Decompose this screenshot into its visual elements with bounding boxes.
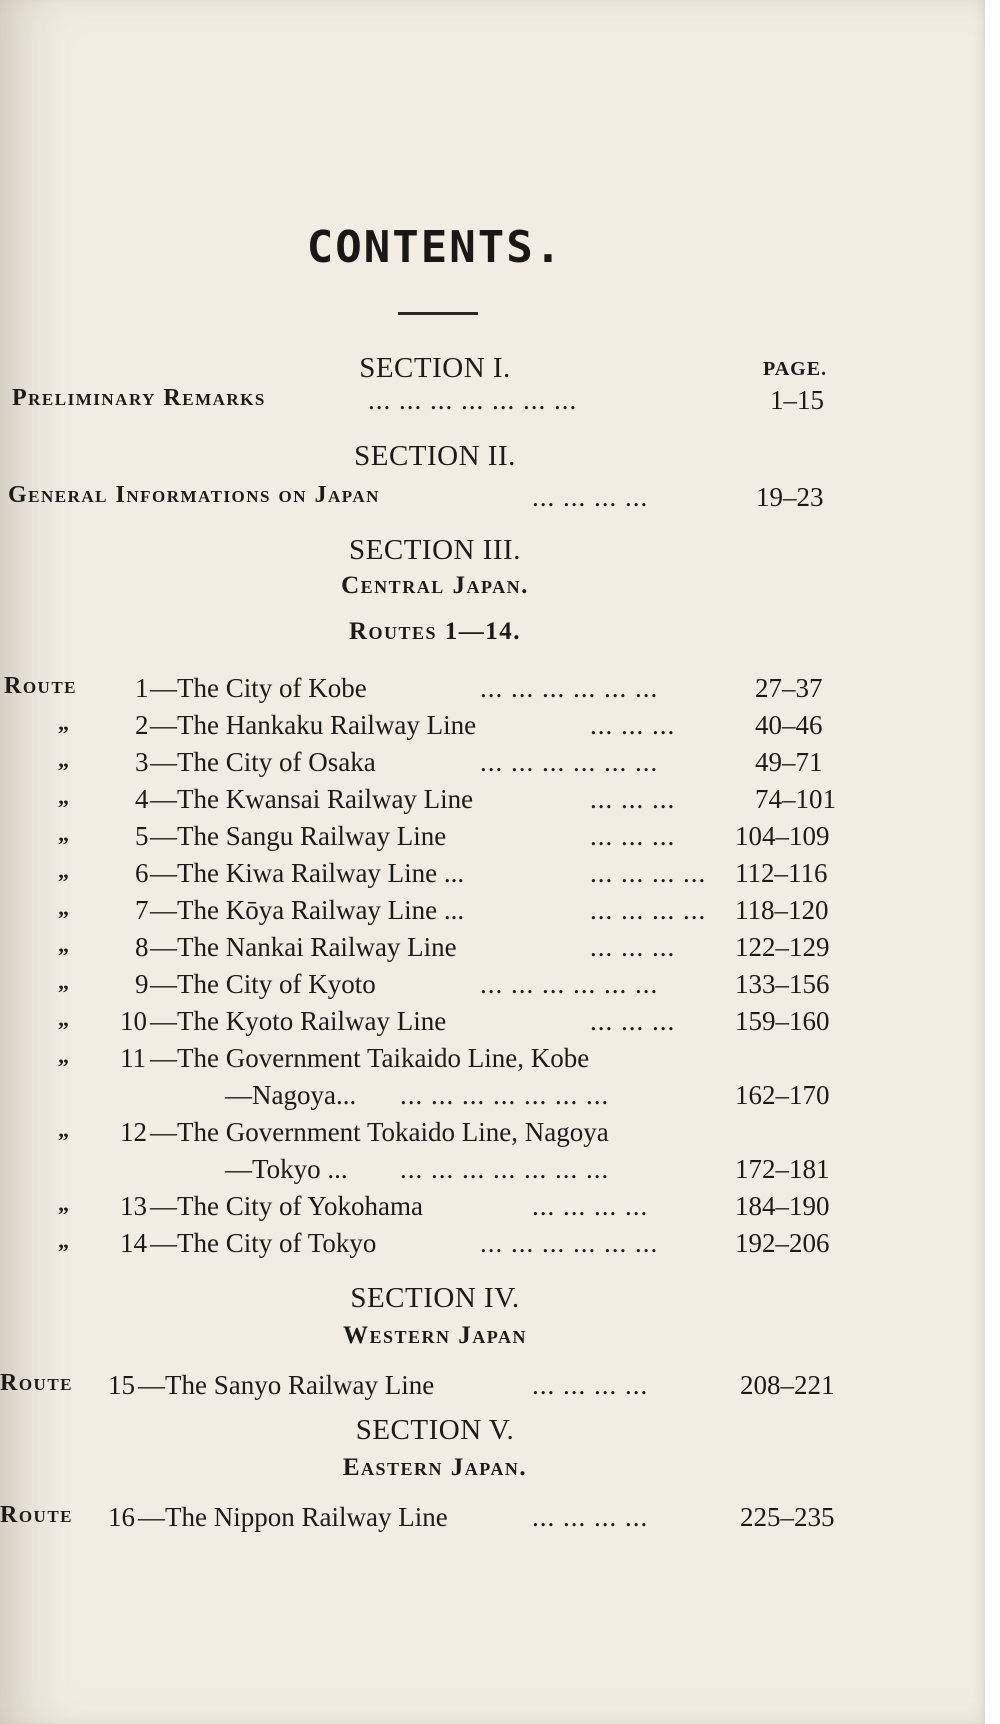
ditto-mark: „: [58, 710, 69, 735]
route-title: —The Government Taikaido Line, Kobe: [150, 1043, 590, 1073]
route-pages: 208–221: [740, 1370, 835, 1400]
route-title: —The Sanyo Railway Line: [138, 1370, 435, 1400]
ditto-mark: „: [58, 784, 69, 809]
route-number: 11: [120, 1043, 146, 1073]
route-title: —The Nankai Railway Line: [150, 932, 457, 962]
leader-dots: ... ... ...: [590, 821, 676, 851]
route-pages: 225–235: [740, 1502, 835, 1532]
route-number: 6: [135, 858, 149, 888]
route-title: —The Hankaku Railway Line: [150, 710, 477, 740]
toc-route-15: [0, 1370, 985, 1406]
route-pages: 27–37: [755, 673, 823, 703]
ditto-mark: „: [58, 1006, 69, 1031]
ditto-mark: „: [58, 932, 69, 957]
route-title: —The City of Tokyo: [150, 1228, 377, 1258]
route-pages: 162–170: [735, 1080, 830, 1110]
route-pages: 40–46: [755, 710, 823, 740]
route-number: 13: [120, 1191, 147, 1221]
toc-route-12: [0, 1117, 985, 1153]
leader-dots: ... ... ...: [590, 1006, 676, 1036]
leader-dots: ... ... ... ... ... ... ...: [368, 385, 578, 415]
section-3-routes-heading: Routes 1—14.: [348, 618, 522, 645]
ditto-mark: „: [58, 1191, 69, 1216]
route-title: —The Kyoto Railway Line: [150, 1006, 447, 1036]
toc-route-10: [0, 1006, 985, 1042]
route-title: —The City of Kobe: [150, 673, 367, 703]
leader-dots: ... ... ...: [590, 932, 676, 962]
route-number: 15: [108, 1370, 135, 1400]
entry-pages: 19–23: [756, 482, 824, 512]
section-3-subheading: Central Japan.: [341, 572, 529, 599]
toc-route-4: [0, 784, 985, 820]
route-pages: 118–120: [735, 895, 829, 925]
toc-route-6: [0, 858, 985, 894]
route-pages: 172–181: [735, 1154, 830, 1184]
route-title: —The Government Tokaido Line, Nagoya: [150, 1117, 609, 1147]
route-title: —The City of Osaka: [150, 747, 376, 777]
route-title: —The Kiwa Railway Line ...: [150, 858, 465, 888]
leader-dots: ... ... ... ... ... ...: [480, 673, 659, 703]
toc-route-12-continued: [0, 1154, 985, 1190]
route-pages: 184–190: [735, 1191, 830, 1221]
route-title: —The Nippon Railway Line: [138, 1502, 448, 1532]
section-4-subheading: Western Japan: [343, 1322, 527, 1349]
toc-route-8: [0, 932, 985, 968]
route-title: —The City of Kyoto: [150, 969, 376, 999]
ditto-mark: „: [58, 1117, 69, 1142]
toc-route-14: [0, 1228, 985, 1264]
route-number: 12: [120, 1117, 147, 1147]
route-number: 5: [135, 821, 149, 851]
route-title: —The Kwansai Railway Line: [150, 784, 474, 814]
route-pages: 192–206: [735, 1228, 830, 1258]
page-column-label: PAGE.: [763, 358, 828, 380]
ditto-mark: „: [58, 969, 69, 994]
route-number: 7: [135, 895, 149, 925]
route-title: —The City of Yokohama: [150, 1191, 423, 1221]
toc-route-1: [0, 673, 985, 709]
route-number: 8: [135, 932, 149, 962]
toc-entry-general: [0, 482, 985, 518]
route-pages: 74–101: [755, 784, 836, 814]
toc-route-3: [0, 747, 985, 783]
leader-dots: ... ... ... ...: [532, 1502, 649, 1532]
toc-route-9: [0, 969, 985, 1005]
toc-route-11-continued: [0, 1080, 985, 1116]
toc-entry-preliminary: [0, 385, 985, 421]
leader-dots: ... ... ... ... ... ...: [480, 1228, 659, 1258]
toc-route-2: [0, 710, 985, 746]
entry-label: Preliminary Remarks: [12, 385, 266, 411]
route-word: Route: [4, 673, 78, 699]
route-pages: 49–71: [755, 747, 823, 777]
route-number: 4: [135, 784, 149, 814]
section-2-heading: SECTION II.: [354, 440, 516, 472]
route-pages: 133–156: [735, 969, 830, 999]
ditto-mark: „: [58, 895, 69, 920]
leader-dots: ... ... ...: [590, 710, 676, 740]
route-number: 16: [108, 1502, 135, 1532]
route-pages: 104–109: [735, 821, 830, 851]
leader-dots: ... ... ... ...: [532, 1191, 649, 1221]
ditto-mark: „: [58, 747, 69, 772]
leader-dots: ... ... ... ...: [532, 1370, 649, 1400]
route-title: —The Sangu Railway Line: [150, 821, 447, 851]
route-number: 10: [120, 1006, 147, 1036]
section-1-heading: SECTION I.: [359, 352, 511, 384]
route-title-continued: —Nagoya...: [225, 1080, 357, 1110]
title-rule: [398, 312, 478, 315]
section-3-heading: SECTION III.: [349, 534, 521, 566]
route-pages: 122–129: [735, 932, 830, 962]
ditto-mark: „: [58, 821, 69, 846]
route-pages: 159–160: [735, 1006, 830, 1036]
leader-dots: ... ... ... ... ... ... ...: [400, 1080, 610, 1110]
ditto-mark: „: [58, 1043, 69, 1068]
toc-route-11: [0, 1043, 985, 1079]
route-title: —The Kōya Railway Line ...: [150, 895, 465, 925]
route-number: 9: [135, 969, 149, 999]
entry-pages: 1–15: [770, 385, 824, 415]
leader-dots: ... ... ... ...: [532, 482, 649, 512]
leader-dots: ... ... ... ...: [590, 895, 707, 925]
route-word: Route: [0, 1502, 74, 1528]
route-number: 3: [135, 747, 149, 777]
leader-dots: ... ... ... ...: [590, 858, 707, 888]
leader-dots: ... ... ... ... ... ...: [480, 969, 659, 999]
toc-route-16: [0, 1502, 985, 1538]
page-title: CONTENTS.: [306, 222, 564, 273]
toc-route-5: [0, 821, 985, 857]
toc-route-13: [0, 1191, 985, 1227]
route-number: 1: [135, 673, 149, 703]
leader-dots: ... ... ...: [590, 784, 676, 814]
route-number: 2: [135, 710, 149, 740]
ditto-mark: „: [58, 1228, 69, 1253]
entry-label: General Informations on Japan: [8, 482, 380, 508]
leader-dots: ... ... ... ... ... ... ...: [400, 1154, 610, 1184]
route-pages: 112–116: [735, 858, 828, 888]
leader-dots: ... ... ... ... ... ...: [480, 747, 659, 777]
route-word: Route: [0, 1370, 74, 1396]
route-number: 14: [120, 1228, 147, 1258]
section-5-heading: SECTION V.: [355, 1414, 515, 1446]
page-edge-background: [985, 0, 1000, 1724]
route-title-continued: —Tokyo ...: [225, 1154, 348, 1184]
toc-route-7: [0, 895, 985, 931]
section-4-heading: SECTION IV.: [350, 1282, 520, 1314]
ditto-mark: „: [58, 858, 69, 883]
section-5-subheading: Eastern Japan.: [342, 1454, 528, 1481]
